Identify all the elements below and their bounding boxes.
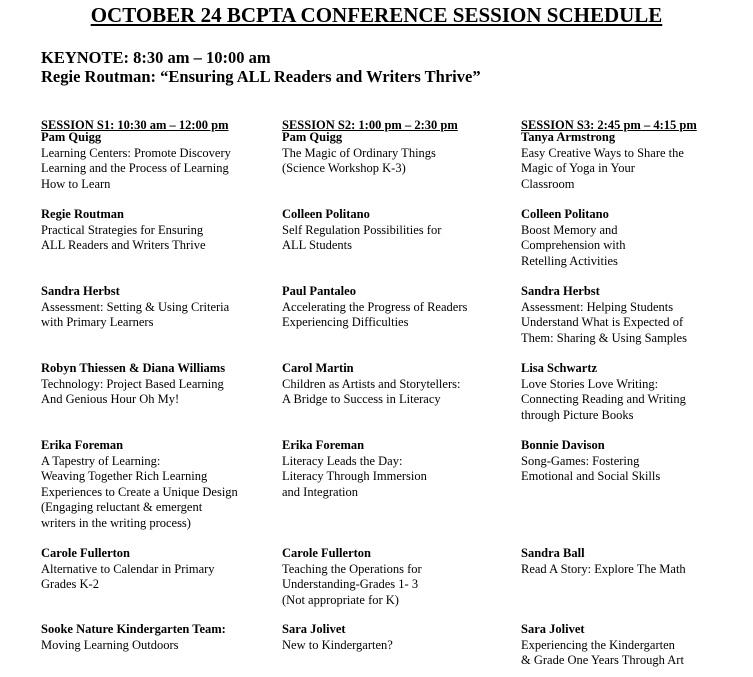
session-description-line: (Engaging reluctant & emergent <box>41 500 203 514</box>
page-title: OCTOBER 24 BCPTA CONFERENCE SESSION SCHEDULE <box>90 3 663 27</box>
session-description-line: Literacy Through Immersion <box>282 469 427 483</box>
session-description-line: Emotional and Social Skills <box>521 469 661 483</box>
session-description-line: The Magic of Ordinary Things <box>282 145 436 160</box>
session-entry <box>521 284 753 346</box>
keynote-block <box>41 48 481 86</box>
session-entry <box>282 622 517 653</box>
session-description-line: Learning Centers: Promote Discovery <box>41 145 231 160</box>
session-description-line: Understanding-Grades 1- 3 <box>282 577 419 591</box>
presenter-name: Pam Quigg <box>282 130 343 144</box>
session-description-line: Practical Strategies for Ensuring <box>41 222 204 237</box>
session-entry <box>41 361 276 408</box>
session-description-line: Song-Games: Fostering <box>521 453 640 468</box>
session-description-line: Weaving Together Rich Learning <box>41 469 208 483</box>
session-description-line: ALL Students <box>282 238 353 252</box>
session-description-line: (Not appropriate for K) <box>282 592 399 607</box>
session-entry <box>521 130 753 192</box>
session-description-line: Experiences to Create a Unique Design <box>41 484 238 499</box>
session-header-s2: SESSION S2: 1:00 pm – 2:30 pm <box>282 118 458 132</box>
session-description-line: Retelling Activities <box>521 253 618 268</box>
session-description-line: Grades K-2 <box>41 577 99 591</box>
presenter-name: Tanya Armstrong <box>521 130 616 144</box>
session-description-line: Children as Artists and Storytellers: <box>282 376 461 391</box>
presenter-name: Colleen Politano <box>282 207 370 221</box>
session-entry <box>41 284 276 331</box>
session-header-s3: SESSION S3: 2:45 pm – 4:15 pm <box>521 118 697 132</box>
session-description-line: writers in the writing process) <box>41 515 191 530</box>
session-description-line: Understand What is Expected of <box>521 315 684 329</box>
session-entry <box>41 438 276 531</box>
session-description-line: Experiencing Difficulties <box>282 315 409 329</box>
presenter-name: Sandra Herbst <box>41 284 120 298</box>
presenter-name: Bonnie Davison <box>521 438 605 452</box>
session-description-line: Assessment: Setting & Using Criteria <box>41 299 230 314</box>
session-description-line: Comprehension with <box>521 238 626 252</box>
session-description-line: through Picture Books <box>521 407 634 422</box>
presenter-name: Sooke Nature Kindergarten Team: <box>41 622 226 636</box>
session-description-line: New to Kindergarten? <box>282 637 393 652</box>
session-description-line: Learning and the Process of Learning <box>41 161 229 175</box>
presenter-name: Carol Martin <box>282 361 354 375</box>
session-description-line: Technology: Project Based Learning <box>41 376 224 391</box>
session-entry <box>521 438 753 485</box>
session-entry <box>41 130 276 192</box>
session-entry <box>41 207 276 254</box>
session-description-line: Read A Story: Explore The Math <box>521 561 686 576</box>
presenter-name: Pam Quigg <box>41 130 102 144</box>
presenter-name: Colleen Politano <box>521 207 609 221</box>
presenter-name: Carole Fullerton <box>41 546 130 560</box>
session-entry <box>282 546 517 608</box>
presenter-name: Lisa Schwartz <box>521 361 598 375</box>
session-description-line: Boost Memory and <box>521 222 618 237</box>
presenter-name: Erika Foreman <box>41 438 124 452</box>
session-description-line: Easy Creative Ways to Share the <box>521 145 684 160</box>
session-description-line: ALL Readers and Writers Thrive <box>41 238 206 252</box>
session-description-line: How to Learn <box>41 176 111 191</box>
session-description-line: Love Stories Love Writing: <box>521 376 659 391</box>
session-entry <box>41 546 276 593</box>
session-description-line: Classroom <box>521 176 575 191</box>
session-description-line: Them: Sharing & Using Samples <box>521 330 687 345</box>
presenter-name: Regie Routman <box>41 207 124 221</box>
session-description-line: Accelerating the Progress of Readers <box>282 299 468 314</box>
presenter-name: Robyn Thiessen & Diana Williams <box>41 361 226 375</box>
session-description-line: and Integration <box>282 484 359 499</box>
session-entry <box>282 284 517 331</box>
session-description-line: & Grade One Years Through Art <box>521 653 684 667</box>
session-entry <box>282 438 517 500</box>
presenter-name: Erika Foreman <box>282 438 365 452</box>
keynote-speaker-title: Regie Routman: “Ensuring ALL Readers and Writers Thrive” <box>41 67 481 86</box>
presenter-name: Sara Jolivet <box>282 622 346 636</box>
session-entry <box>282 207 517 254</box>
session-description-line: A Bridge to Success in Literacy <box>282 392 441 406</box>
session-entry <box>41 622 276 653</box>
session-description-line: Alternative to Calendar in Primary <box>41 561 215 576</box>
presenter-name: Sandra Ball <box>521 546 585 560</box>
presenter-name: Sara Jolivet <box>521 622 585 636</box>
session-description-line: And Genious Hour Oh My! <box>41 392 180 406</box>
session-description-line: Connecting Reading and Writing <box>521 392 686 406</box>
session-description-line: Teaching the Operations for <box>282 561 422 576</box>
session-entry <box>282 361 517 408</box>
session-column-s2 <box>282 118 517 652</box>
presenter-name: Carole Fullerton <box>282 546 371 560</box>
presenter-name: Sandra Herbst <box>521 284 600 298</box>
session-description-line: Experiencing the Kindergarten <box>521 637 675 652</box>
session-description-line: Self Regulation Possibilities for <box>282 222 442 237</box>
session-entry <box>521 622 753 669</box>
presenter-name: Paul Pantaleo <box>282 284 356 298</box>
session-header-s1: SESSION S1: 10:30 am – 12:00 pm <box>41 118 229 132</box>
session-entry <box>521 546 753 577</box>
session-description-line: with Primary Learners <box>41 315 154 329</box>
session-column-s3 <box>521 118 753 667</box>
session-description-line: Magic of Yoga in Your <box>521 161 635 175</box>
session-entry <box>521 361 753 423</box>
session-entry <box>521 207 753 269</box>
session-entry <box>282 130 517 177</box>
keynote-time: KEYNOTE: 8:30 am – 10:00 am <box>41 48 271 67</box>
session-description-line: Moving Learning Outdoors <box>41 637 179 652</box>
session-description-line: A Tapestry of Learning: <box>41 453 161 468</box>
session-column-s1 <box>41 118 276 652</box>
session-description-line: Assessment: Helping Students <box>521 299 674 314</box>
session-description-line: (Science Workshop K-3) <box>282 161 406 175</box>
session-description-line: Literacy Leads the Day: <box>282 453 403 468</box>
